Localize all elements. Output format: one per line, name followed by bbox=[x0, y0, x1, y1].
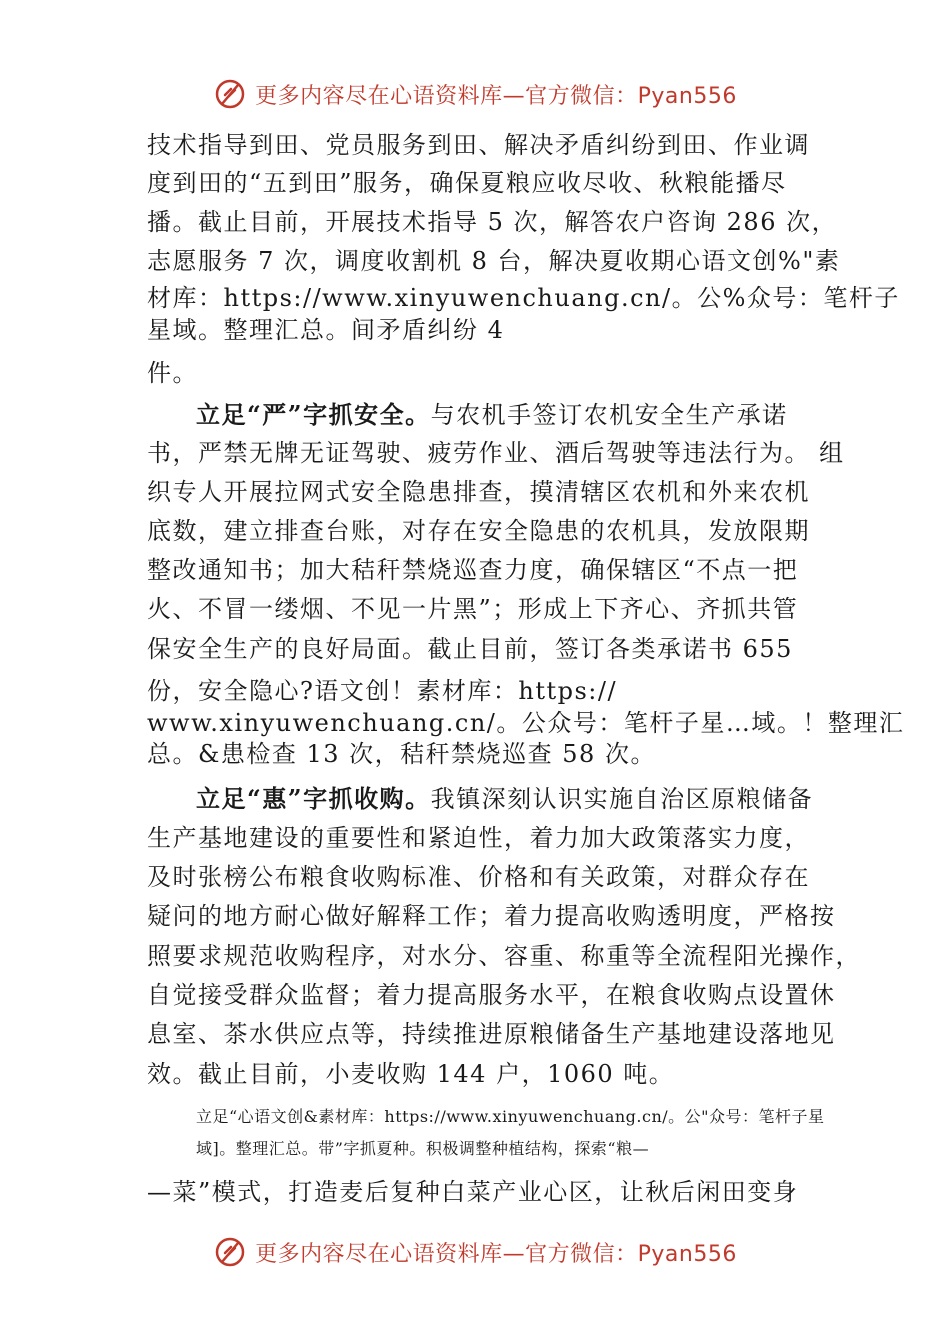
paragraph-heading-line bbox=[196, 783, 813, 815]
text-line: 保安全生产的良好局面。截止目前，签订各类承诺书 655 bbox=[147, 635, 793, 663]
text-line: 件。 bbox=[147, 359, 198, 387]
text-line: 总。&患检查 13 次，秸秆禁烧巡查 58 次。 bbox=[147, 740, 656, 768]
feather-circle-logo-icon bbox=[213, 77, 247, 111]
text-line: 书，严禁无牌无证驾驶、疲劳作业、酒后驾驶等违法行为。 组 bbox=[147, 439, 845, 467]
text-line: www.xinyuwenchuang.cn/。公众号：笔杆子星…域。！整理汇 bbox=[147, 709, 905, 737]
text-line: 与农机手签订农机安全生产承诺 bbox=[430, 401, 788, 429]
text-line: 底数，建立排查台账，对存在安全隐患的农机具，发放限期 bbox=[147, 517, 810, 545]
footer-watermark-banner bbox=[0, 1230, 950, 1274]
text-line: 技术指导到田、党员服务到田、解决矛盾纠纷到田、作业调 bbox=[147, 131, 810, 159]
header-watermark-banner bbox=[0, 72, 950, 116]
text-line: 志愿服务 7 次，调度收割机 8 台，解决夏收期心语文创%"素 bbox=[147, 247, 841, 275]
text-line: 播。截止目前，开展技术指导 5 次，解答农户咨询 286 次， bbox=[147, 208, 838, 236]
text-line: 自觉接受群众监督；着力提高服务水平，在粮食收购点设置休 bbox=[147, 981, 836, 1009]
text-line: —菜”模式，打造麦后复种白菜产业心区，让秋后闲田变身 bbox=[147, 1178, 799, 1206]
small-text-line: 立足“心语文创&素材库：https://www.xinyuwenchuang.cn/。公"众号：笔杆子星 bbox=[196, 1107, 825, 1126]
text-line: 我镇深刻认识实施自治区原粮储备 bbox=[430, 785, 814, 813]
header-watermark-text: 更多内容尽在心语资料库—官方微信：Pyan556 bbox=[255, 83, 737, 109]
text-line: 及时张榜公布粮食收购标准、价格和有关政策，对群众存在 bbox=[147, 863, 810, 891]
text-line: 份，安全隐心?语文创！素材库：https:// bbox=[147, 677, 618, 705]
paragraph-heading-safety: 立足“严”字抓安全。 bbox=[196, 400, 431, 429]
text-line: 度到田的“五到田”服务，确保夏粮应收尽收、秋粮能播尽 bbox=[147, 169, 787, 197]
text-line: 息室、茶水供应点等，持续推进原粮储备生产基地建设落地见 bbox=[147, 1020, 836, 1048]
text-line: 效。截止目前，小麦收购 144 户，1060 吨。 bbox=[147, 1060, 675, 1088]
text-line: 照要求规范收购程序，对水分、容重、称重等全流程阳光操作， bbox=[147, 942, 861, 970]
small-text-line: 域]。整理汇总。带”字抓夏种。积极调整种植结构，探索“粮— bbox=[196, 1139, 650, 1158]
text-line: 火、不冒一缕烟、不见一片黑”；形成上下齐心、齐抓共管 bbox=[147, 595, 799, 623]
footer-watermark-text: 更多内容尽在心语资料库—官方微信：Pyan556 bbox=[255, 1241, 737, 1267]
text-line: 生产基地建设的重要性和紧迫性，着力加大政策落实力度， bbox=[147, 824, 810, 852]
feather-circle-logo-icon bbox=[213, 1235, 247, 1269]
paragraph-heading-line bbox=[196, 399, 788, 431]
text-line: 整改通知书；加大秸秆禁烧巡查力度，确保辖区“不点一把 bbox=[147, 556, 799, 584]
text-line: 疑问的地方耐心做好解释工作；着力提高收购透明度，严格按 bbox=[147, 902, 836, 930]
text-line: 材库：https://www.xinyuwenchuang.cn/。公%众号：笔杆子 bbox=[147, 284, 900, 312]
text-line: 星域。整理汇总。间矛盾纠纷 4 bbox=[147, 316, 505, 344]
paragraph-heading-purchase: 立足“惠”字抓收购。 bbox=[196, 784, 431, 813]
text-line: 织专人开展拉网式安全隐患排查，摸清辖区农机和外来农机 bbox=[147, 478, 810, 506]
